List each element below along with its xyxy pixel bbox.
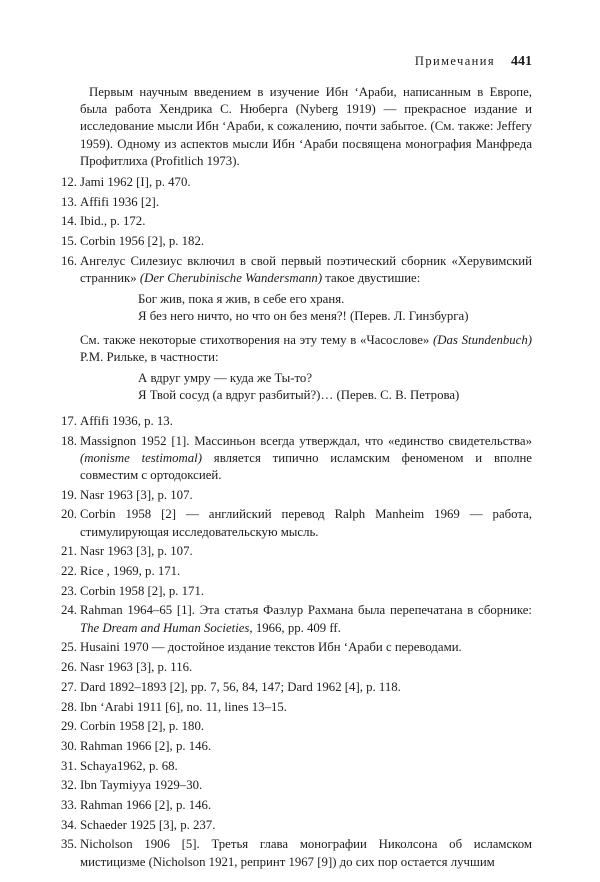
note-text: Corbin 1958 [2], p. 180.: [80, 719, 205, 734]
note-text-part: 1966, pp. 409 ff.: [252, 620, 341, 635]
note-number: 23.: [61, 583, 77, 598]
note-20: [61, 506, 532, 540]
note-number: 26.: [61, 660, 77, 675]
note-text: Nasr 1963 [3], p. 116.: [80, 660, 193, 675]
note-number: 14.: [61, 214, 77, 229]
note-text: Corbin 1958 [2] — английский перевод Ralph Manheim 1969 — работа, стимулирующая исследовательскую мысль.: [80, 507, 532, 539]
note-29: [61, 718, 532, 735]
note-19: [61, 487, 532, 504]
note-number: 18.: [61, 433, 77, 448]
note-34: [61, 817, 532, 834]
note-22: [61, 563, 532, 580]
verse-line: Бог жив, пока я жив, в себе его храня.: [138, 292, 345, 307]
verse-line: А вдруг умру — куда же Ты-то?: [138, 371, 313, 386]
note-15: [61, 233, 532, 250]
note-text: [80, 433, 532, 485]
verse-line: Я Твой сосуд (а вдруг разбитый?)… (Перев. С. В. Петрова): [138, 388, 460, 403]
note-text: Corbin 1956 [2], p. 182.: [80, 234, 205, 249]
note-text: Nasr 1963 [3], p. 107.: [80, 487, 193, 502]
note-number: 13.: [61, 194, 77, 209]
note-text-part: Р.М. Рильке, в частности:: [80, 349, 219, 364]
note-text: [80, 253, 532, 287]
note-text: Affifi 1936, p. 13.: [80, 413, 173, 428]
note-number: 28.: [61, 699, 77, 714]
note-text: Nasr 1963 [3], p. 107.: [80, 544, 193, 559]
note-23: [61, 583, 532, 600]
note-text-part: Massignon 1952 [1]. Массиньон всегда утверждал, что «единство свидетельства»: [80, 433, 532, 448]
verse-line: Я без него ничто, но что он без меня?! (Перев. Л. Гинзбурга): [138, 309, 469, 324]
note-number: 22.: [61, 564, 77, 579]
note-text-part: является типично исламским феноменом и вполне совместим с ортодоксией.: [80, 450, 532, 483]
note-33: [61, 797, 532, 814]
note-number: 35.: [61, 837, 77, 852]
note-text-part: Rahman 1964–65 [1]. Эта статья Фазлур Рахмана была перепечатана в сборнике:: [80, 603, 532, 618]
note-31: [61, 758, 532, 775]
note-text: Nicholson 1906 [5]. Третья глава монографии Николсона об исламском мистицизме (Nicholson 1921, репринт 1967 [9]) до сих пор остается лучшим: [80, 837, 532, 869]
running-header: [415, 54, 532, 70]
note-26: [61, 659, 532, 676]
note-text: Rahman 1966 [2], p. 146.: [80, 738, 212, 753]
note-text-part: Ангелус Силезиус включил в свой первый поэтический сборник «Херувимский странник»: [80, 253, 532, 286]
note-text: Husaini 1970 — достойное издание текстов Ибн ‘Араби с переводами.: [80, 640, 462, 655]
note-number: 12.: [61, 175, 77, 190]
note-28: [61, 699, 532, 716]
note-number: 16.: [61, 253, 77, 268]
book-title: (Das Stundenbuch): [433, 332, 532, 347]
note-text-part: такое двустишие:: [322, 271, 421, 286]
note-21: [61, 543, 532, 560]
note-text: Schaeder 1925 [3], p. 237.: [80, 817, 216, 832]
note-text: [80, 332, 532, 366]
book-title: The Dream and Human Societies,: [80, 620, 253, 635]
italic-term: (monisme testimomal): [80, 450, 202, 465]
note-text: [80, 602, 532, 636]
note-30: [61, 738, 532, 755]
note-16: [61, 253, 532, 411]
note-number: 29.: [61, 719, 77, 734]
note-number: 17.: [61, 413, 77, 428]
note-number: 34.: [61, 817, 77, 832]
note-24: [61, 602, 532, 636]
note-17: [61, 413, 532, 430]
note-32: [61, 777, 532, 794]
note-number: 25.: [61, 640, 77, 655]
note-number: 24.: [61, 603, 77, 618]
note-13: [61, 194, 532, 211]
note-text: Rice , 1969, p. 171.: [80, 564, 181, 579]
note-number: 27.: [61, 679, 77, 694]
page-number: 441: [511, 54, 532, 69]
note-text: Dard 1892–1893 [2], pp. 7, 56, 84, 147; Dard 1962 [4], p. 118.: [80, 679, 401, 694]
note-number: 19.: [61, 487, 77, 502]
note-14: [61, 213, 532, 230]
running-title: Примечания: [414, 54, 495, 68]
note-number: 20.: [61, 507, 77, 522]
intro-paragraph: Первым научным введением в изучение Ибн ‘Араби, написанным в Европе, была работа Хендрика С. Нюберга (Nyberg 1919) — прекрасное издание и исследование мысли Ибн ‘Араби, к сожалению, почти забытое. (См. также: Jeffery 1959). Одному из аспектов мысли Ибн ‘Араби посвящена монография Манфреда Профитлиха (Profitlich 1973).: [80, 85, 532, 168]
note-35: [61, 836, 532, 870]
book-title: (Der Cherubinische Wandersmann): [139, 271, 323, 286]
verse-block: [138, 370, 532, 404]
note-25: [61, 639, 532, 656]
note-text: Ibid., p. 172.: [80, 214, 146, 229]
note-number: 32.: [61, 778, 77, 793]
note-text: Affifi 1936 [2].: [80, 194, 160, 209]
note-number: 30.: [61, 738, 77, 753]
note-text: Corbin 1958 [2], p. 171.: [80, 583, 205, 598]
note-text: Ibn Taymiyya 1929–30.: [80, 778, 203, 793]
note-number: 31.: [61, 758, 77, 773]
notes-text: [61, 84, 532, 873]
note-text-part: См. также некоторые стихотворения на эту тему в «Часослове»: [80, 332, 434, 347]
note-12: [61, 174, 532, 191]
note-number: 21.: [61, 544, 77, 559]
verse-block: [138, 291, 532, 325]
note-27: [61, 679, 532, 696]
note-text: Rahman 1966 [2], p. 146.: [80, 798, 212, 813]
note-18: [61, 433, 532, 485]
note-number: 15.: [61, 234, 77, 249]
note-number: 33.: [61, 798, 77, 813]
note-text: Schaya1962, p. 68.: [80, 758, 178, 773]
note-text: Ibn ‘Arabi 1911 [6], no. 11, lines 13–15.: [80, 699, 287, 714]
note-text: Jami 1962 [I], p. 470.: [80, 175, 191, 190]
